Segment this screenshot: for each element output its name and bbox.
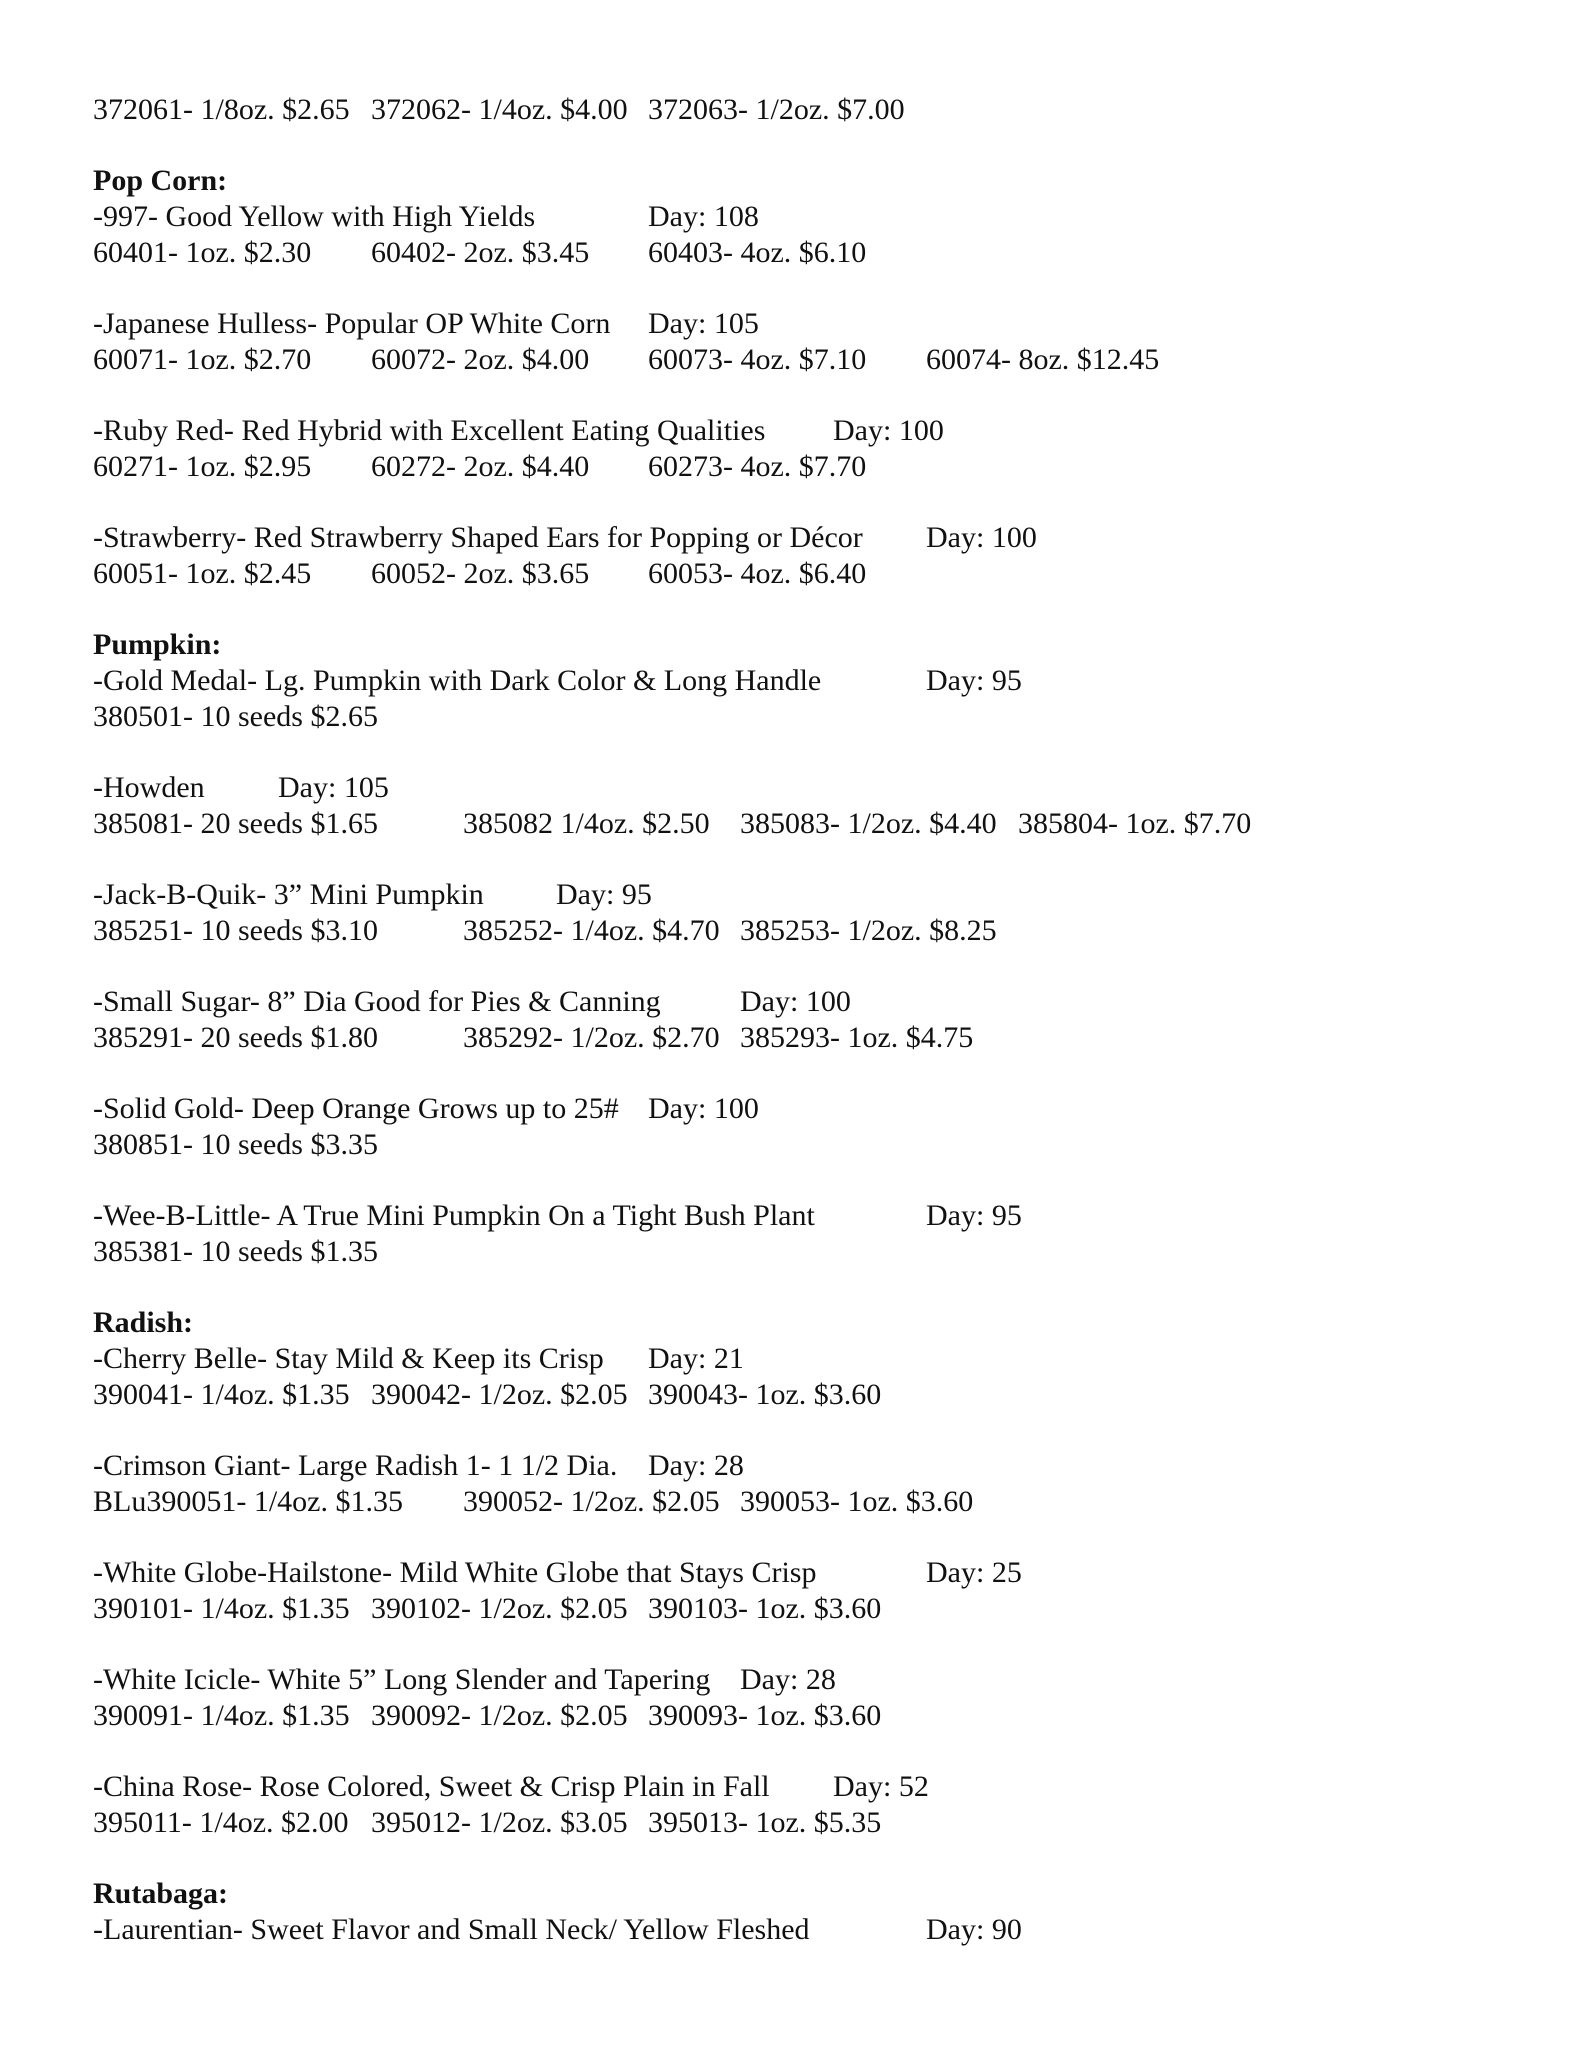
price-option: 60273- 4oz. $7.70 [648,450,867,483]
item-description-line [93,1448,1542,1484]
price-line [93,913,1542,949]
price-option: 390043- 1oz. $3.60 [648,1378,882,1411]
item-description-line [93,1091,1542,1127]
price-option: 390101- 1/4oz. $1.35 [93,1592,350,1625]
price-option: 390041- 1/4oz. $1.35 [93,1378,350,1411]
price-option: 60272- 2oz. $4.40 [371,450,590,483]
days-to-maturity: Day: 28 [740,1663,836,1696]
item-description: -China Rose- Rose Colored, Sweet & Crisp Plain in Fall [93,1770,770,1803]
price-option: 60071- 1oz. $2.70 [93,343,312,376]
price-line [93,1377,1542,1413]
item-description: -White Icicle- White 5” Long Slender and Tapering [93,1663,711,1696]
price-option: 60401- 1oz. $2.30 [93,236,312,269]
item-description: -Solid Gold- Deep Orange Grows up to 25# [93,1092,619,1125]
price-option: 395011- 1/4oz. $2.00 [93,1806,349,1839]
item-description: -Small Sugar- 8” Dia Good for Pies & Canning [93,985,661,1018]
item-description-line [93,413,1542,449]
item-description: -Japanese Hulless- Popular OP White Corn [93,307,611,340]
price-line [93,1805,1542,1841]
seed-catalog-page [93,92,1542,1948]
price-line [93,1698,1542,1734]
item-description: -White Globe-Hailstone- Mild White Globe that Stays Crisp [93,1556,817,1589]
price-option: 390103- 1oz. $3.60 [648,1592,882,1625]
price-line [93,1234,1542,1270]
item-description-line [93,1198,1542,1234]
price-option: 385081- 20 seeds $1.65 [93,807,378,840]
price-line [93,235,1542,271]
item-description-line [93,199,1542,235]
price-option: 385253- 1/2oz. $8.25 [740,914,997,947]
item-description-line [93,1555,1542,1591]
item-description: -Cherry Belle- Stay Mild & Keep its Crisp [93,1342,604,1375]
price-option: 385292- 1/2oz. $2.70 [463,1021,720,1054]
days-to-maturity: Day: 52 [833,1770,929,1803]
price-option: 60402- 2oz. $3.45 [371,236,590,269]
section-heading [93,627,1542,663]
days-to-maturity: Day: 100 [740,985,851,1018]
item-description: -Gold Medal- Lg. Pumpkin with Dark Color & Long Handle [93,664,822,697]
days-to-maturity: Day: 95 [926,1199,1022,1232]
price-option: 385251- 10 seeds $3.10 [93,914,378,947]
item-description-line [93,770,1542,806]
days-to-maturity: Day: 105 [278,771,389,804]
price-option: 395012- 1/2oz. $3.05 [371,1806,628,1839]
price-line [93,342,1542,378]
item-description: -Jack-B-Quik- 3” Mini Pumpkin [93,878,484,911]
price-option: 385804- 1oz. $7.70 [1018,807,1252,840]
item-description: -Laurentian- Sweet Flavor and Small Neck/ Yellow Fleshed [93,1913,810,1946]
item-description: -Crimson Giant- Large Radish 1- 1 1/2 Dia. [93,1449,618,1482]
price-line [93,449,1542,485]
price-option: 372061- 1/8oz. $2.65 [93,93,350,126]
price-line [93,92,1542,128]
days-to-maturity: Day: 28 [648,1449,744,1482]
item-description-line [93,1341,1542,1377]
days-to-maturity: Day: 100 [833,414,944,447]
price-option: 372062- 1/4oz. $4.00 [371,93,628,126]
price-option: 60051- 1oz. $2.45 [93,557,312,590]
price-option: 390102- 1/2oz. $2.05 [371,1592,628,1625]
price-option: 372063- 1/2oz. $7.00 [648,93,905,126]
price-option: 390093- 1oz. $3.60 [648,1699,882,1732]
price-option: 390092- 1/2oz. $2.05 [371,1699,628,1732]
price-option: 390052- 1/2oz. $2.05 [463,1485,720,1518]
item-description: -Wee-B-Little- A True Mini Pumpkin On a Tight Bush Plant [93,1199,815,1232]
price-line [93,1020,1542,1056]
price-option: 60403- 4oz. $6.10 [648,236,867,269]
item-description-line [93,306,1542,342]
item-description-line [93,663,1542,699]
price-option: 60271- 1oz. $2.95 [93,450,312,483]
days-to-maturity: Day: 21 [648,1342,744,1375]
price-line [93,1484,1542,1520]
days-to-maturity: Day: 100 [926,521,1037,554]
item-description: -997- Good Yellow with High Yields [93,200,536,233]
days-to-maturity: Day: 105 [648,307,759,340]
price-option: 395013- 1oz. $5.35 [648,1806,882,1839]
section-heading-text: Rutabaga: [93,1877,229,1910]
price-line [93,1591,1542,1627]
price-option: 390091- 1/4oz. $1.35 [93,1699,350,1732]
days-to-maturity: Day: 90 [926,1913,1022,1946]
section-heading [93,163,1542,199]
section-heading [93,1305,1542,1341]
price-option: 385293- 1oz. $4.75 [740,1021,974,1054]
price-option: 390042- 1/2oz. $2.05 [371,1378,628,1411]
days-to-maturity: Day: 95 [556,878,652,911]
price-option: 60074- 8oz. $12.45 [926,343,1160,376]
price-option: 385082 1/4oz. $2.50 [463,807,710,840]
section-heading [93,1876,1542,1912]
item-description-line [93,1662,1542,1698]
item-description-line [93,520,1542,556]
days-to-maturity: Day: 25 [926,1556,1022,1589]
price-line [93,1127,1542,1163]
days-to-maturity: Day: 108 [648,200,759,233]
item-description-line [93,877,1542,913]
item-description: -Howden [93,771,205,804]
price-line [93,806,1542,842]
days-to-maturity: Day: 100 [648,1092,759,1125]
price-option: 60072- 2oz. $4.00 [371,343,590,376]
price-option: 380851- 10 seeds $3.35 [93,1128,378,1161]
days-to-maturity: Day: 95 [926,664,1022,697]
section-heading-text: Radish: [93,1306,194,1339]
price-option: 385252- 1/4oz. $4.70 [463,914,720,947]
price-option: 60052- 2oz. $3.65 [371,557,590,590]
section-heading-text: Pop Corn: [93,164,228,197]
item-description-line [93,984,1542,1020]
item-description: -Strawberry- Red Strawberry Shaped Ears for Popping or Décor [93,521,863,554]
item-description-line [93,1912,1542,1948]
price-line [93,556,1542,592]
item-description-line [93,1769,1542,1805]
price-option: 385381- 10 seeds $1.35 [93,1235,378,1268]
price-option: 60073- 4oz. $7.10 [648,343,867,376]
price-line [93,699,1542,735]
price-option: 385291- 20 seeds $1.80 [93,1021,378,1054]
price-option: 385083- 1/2oz. $4.40 [740,807,997,840]
price-option: 390053- 1oz. $3.60 [740,1485,974,1518]
price-option: 380501- 10 seeds $2.65 [93,700,378,733]
item-description: -Ruby Red- Red Hybrid with Excellent Eating Qualities [93,414,766,447]
price-option: 60053- 4oz. $6.40 [648,557,867,590]
price-option: BLu390051- 1/4oz. $1.35 [93,1485,403,1518]
section-heading-text: Pumpkin: [93,628,222,661]
